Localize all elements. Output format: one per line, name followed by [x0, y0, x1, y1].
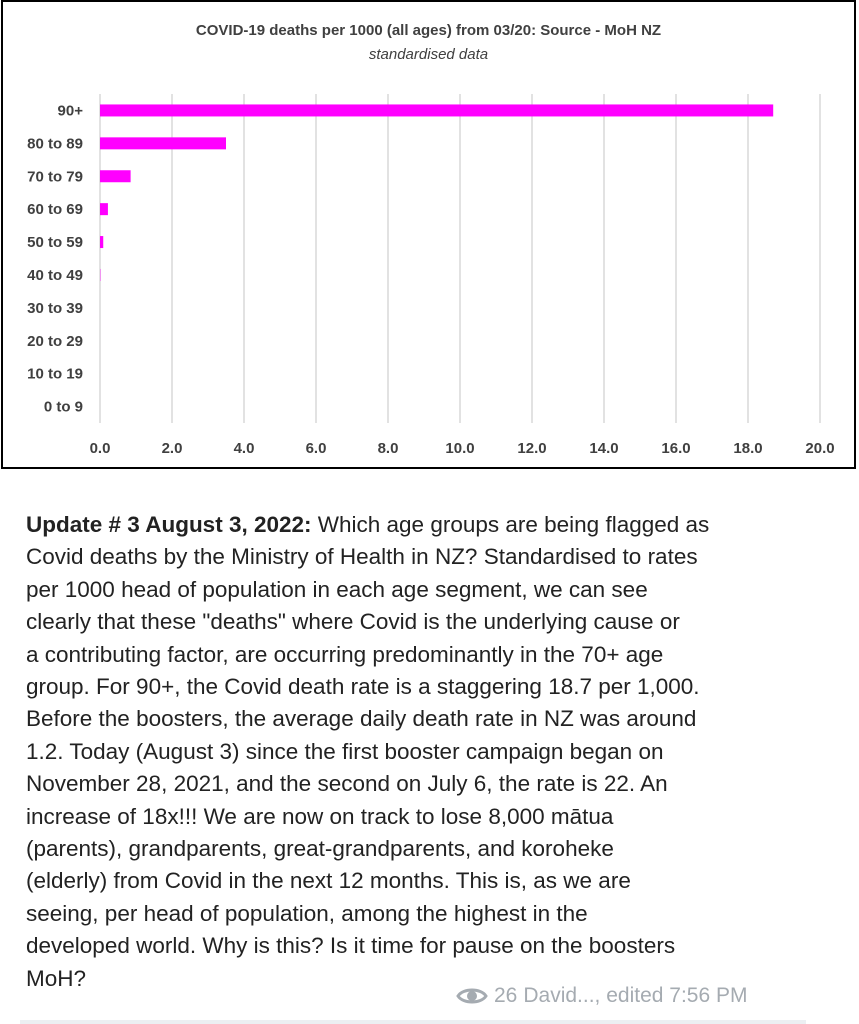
category-label: 50 to 59	[27, 234, 83, 252]
view-count: 26	[494, 984, 518, 1007]
category-label: 60 to 69	[27, 201, 83, 219]
category-label: 90+	[57, 102, 83, 120]
eye-icon	[456, 985, 488, 1007]
category-label: 10 to 19	[27, 365, 83, 383]
bar	[100, 236, 103, 248]
x-tick-label: 8.0	[377, 440, 399, 457]
x-tick-label: 2.0	[161, 440, 183, 457]
x-tick-label: 10.0	[445, 440, 475, 457]
x-tick-label: 18.0	[733, 440, 763, 457]
bar-chart	[3, 2, 854, 467]
x-tick-label: 12.0	[517, 440, 547, 457]
category-label: 30 to 39	[27, 299, 83, 317]
message-meta	[456, 984, 747, 1008]
bar	[100, 203, 108, 215]
message-text	[26, 509, 826, 995]
x-tick-label: 0.0	[89, 440, 111, 457]
category-label: 40 to 49	[27, 266, 83, 284]
bar	[100, 170, 131, 182]
message-lead: Update # 3 August 3, 2022:	[26, 512, 312, 537]
bar	[100, 104, 773, 116]
bar	[100, 137, 226, 149]
category-label: 80 to 89	[27, 135, 83, 153]
chart-panel	[1, 0, 856, 469]
x-tick-label: 4.0	[233, 440, 255, 457]
message-body: Which age groups are being flagged as Covid deaths by the Ministry of Health in NZ? Standardised to rates per 1000 head of population in each age segment, we can see clearly that these "deaths" where Covid is the underlying cause or a contributing factor, are occurring predominantly in the 70+ age group. For 90+, the Covid death rate is a staggering 18.7 per 1,000. Before the boosters, the average daily death rate in NZ was around 1.2. Today (August 3) since the first booster campaign began on November 28, 2021, and the second on July 6, the rate is 22. An increase of 18x!!! We are now on track to lose 8,000 mātua (parents), grandparents, great-grandparents, and koroheke (elderly) from Covid in the next 12 months. This is, as we are seeing, per head of population, among the highest in the developed world. Why is this? Is it time for pause on the boosters MoH?	[26, 512, 710, 991]
x-tick-label: 14.0	[589, 440, 619, 457]
author-edited: David..., edited 7:56 PM	[523, 984, 748, 1007]
category-label: 70 to 79	[27, 168, 83, 186]
chart-subtitle: standardised data	[368, 46, 489, 63]
message-bubble	[0, 495, 859, 1024]
category-label: 0 to 9	[43, 398, 83, 416]
x-tick-label: 16.0	[661, 440, 691, 457]
divider	[20, 1020, 806, 1024]
chart-title: COVID-19 deaths per 1000 (all ages) from 03/20: Source - MoH NZ	[195, 22, 662, 39]
x-tick-label: 20.0	[805, 440, 835, 457]
x-tick-label: 6.0	[305, 440, 327, 457]
category-label: 20 to 29	[27, 332, 83, 350]
